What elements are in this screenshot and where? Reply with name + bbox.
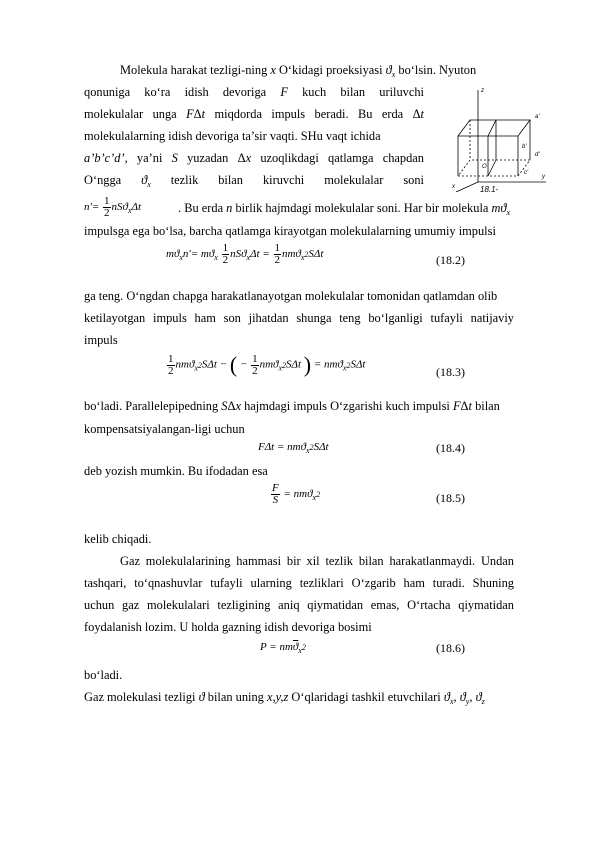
text-line-14: deb yozish mumkin. Bu ifodadan esa bbox=[84, 464, 268, 478]
text-line-9: ga teng. O‘ngdan chapga harakatlanayotgan molekulalar tomonidan qatlamdan olib bbox=[84, 289, 498, 303]
text-line-18: uchun gaz molekulalari tezligining aniq qiymatidan emas, O‘rtacha qiymatidan bbox=[84, 598, 514, 612]
text-line-3: molekulalar unga FΔt miqdorda impuls beradi. Bu erda Δt bbox=[84, 107, 424, 121]
equation-18-3: $\frac{1}{2}$ nmϑ$_x$2SΔt − ( − $\frac{1}{2}$ nmϑ$_x$2SΔt ) = nmϑ$_x$2SΔt bbox=[168, 352, 366, 377]
text-line-19: foydalanish lozim. U holda gazning idish devoriga bosimi bbox=[84, 620, 372, 634]
vertex-label-a: a' bbox=[535, 114, 540, 120]
parallelepiped-figure bbox=[438, 84, 550, 192]
text-line-1: Molekula harakat tezligi-ning x O‘kidagi proeksiyasi $ϑ_x$ bo‘lsin. Nyuton bbox=[120, 63, 477, 79]
text-line-16: Gaz molekulalarining hammasi bir xil tezlik bilan harakatlanmaydi. Undan bbox=[120, 554, 514, 568]
equation-number-18-4: (18.4) bbox=[436, 441, 465, 455]
text-line-2: qonuniga ko‘ra idish devoriga F kuch bilan uriluvchi bbox=[84, 85, 424, 99]
equation-18-6: $P = nm\overline{ϑ}_x2$ bbox=[260, 641, 306, 655]
text-line-5: a’b’c’d’, ya’ni S yuzadan Δx uzoqlikdagi qatlamga chapdan bbox=[84, 151, 424, 165]
text-line-10: ketilayotgan impuls ham son jihatdan shunga teng bo‘lganligi tufayli natijaviy bbox=[84, 311, 514, 325]
equation-18-5: $\frac{F}{S}$ = nmϑ$_x$2 bbox=[272, 482, 321, 506]
vertex-label-d: d' bbox=[535, 152, 540, 158]
text-line-6: O‘ngga $ϑ_x$ tezlik bilan kiruvchi molekulalar soni bbox=[84, 173, 424, 189]
axis-label-y: y bbox=[542, 174, 545, 180]
text-line-20: bo‘ladi. bbox=[84, 668, 123, 682]
text-line-13: kompensatsiyalangan-ligi uchun bbox=[84, 422, 245, 436]
n-prime-expression: n'= $\frac{1}{2}$ nSϑ$_x$Δt bbox=[84, 195, 142, 219]
text-line-11: impuls bbox=[84, 333, 118, 347]
figure-caption: 18.1- bbox=[480, 185, 499, 194]
vertex-label-o: O bbox=[482, 164, 487, 170]
text-line-4: molekulalarning idish devoriga ta’sir vaqti. SHu vaqt ichida bbox=[84, 129, 381, 143]
axis-label-x: x bbox=[452, 184, 455, 190]
text-line-12: bo‘ladi. Parallelepipedning SΔx hajmdagi impuls O‘zgarishi kuch impulsi FΔt bilan bbox=[84, 399, 500, 413]
equation-number-18-6: (18.6) bbox=[436, 641, 465, 655]
text-line-17: tashqari, to‘qnashuvlar tufayli ularning tezliklari O‘zgarib ham turadi. Shuning bbox=[84, 576, 514, 590]
equation-number-18-5: (18.5) bbox=[436, 491, 465, 505]
equation-18-2: $mϑ_xn'= mϑ_x$ $\frac{1}{2}$ nSϑ$_x$Δt = $\frac{1}{2}$ nmϑ$_x$2SΔt bbox=[166, 242, 324, 266]
equation-number-18-2: (18.2) bbox=[436, 253, 465, 267]
vertex-label-b: b' bbox=[522, 144, 527, 150]
text-line-15: kelib chiqadi. bbox=[84, 532, 152, 546]
vertex-label-c: c' bbox=[524, 170, 529, 176]
text-line-7: . Bu erda n birlik hajmdagi molekulalar soni. Har bir molekula $mϑ_x$ bbox=[178, 201, 511, 217]
text-line-21: Gaz molekulasi tezligi ϑ bilan uning x,y,z O‘qlaridagi tashkil etuvchilari $ϑ_x$, $ϑ_y$, $ϑ_z$ bbox=[84, 690, 485, 706]
text-line-8: impulsga ega bo‘lsa, barcha qatlamga kirayotgan molekulalarning umumiy impulsi bbox=[84, 224, 496, 238]
equation-18-4: FΔt = nmϑ$_x$2SΔt bbox=[258, 441, 329, 455]
equation-number-18-3: (18.3) bbox=[436, 365, 465, 379]
axis-label-z: z bbox=[481, 88, 484, 94]
